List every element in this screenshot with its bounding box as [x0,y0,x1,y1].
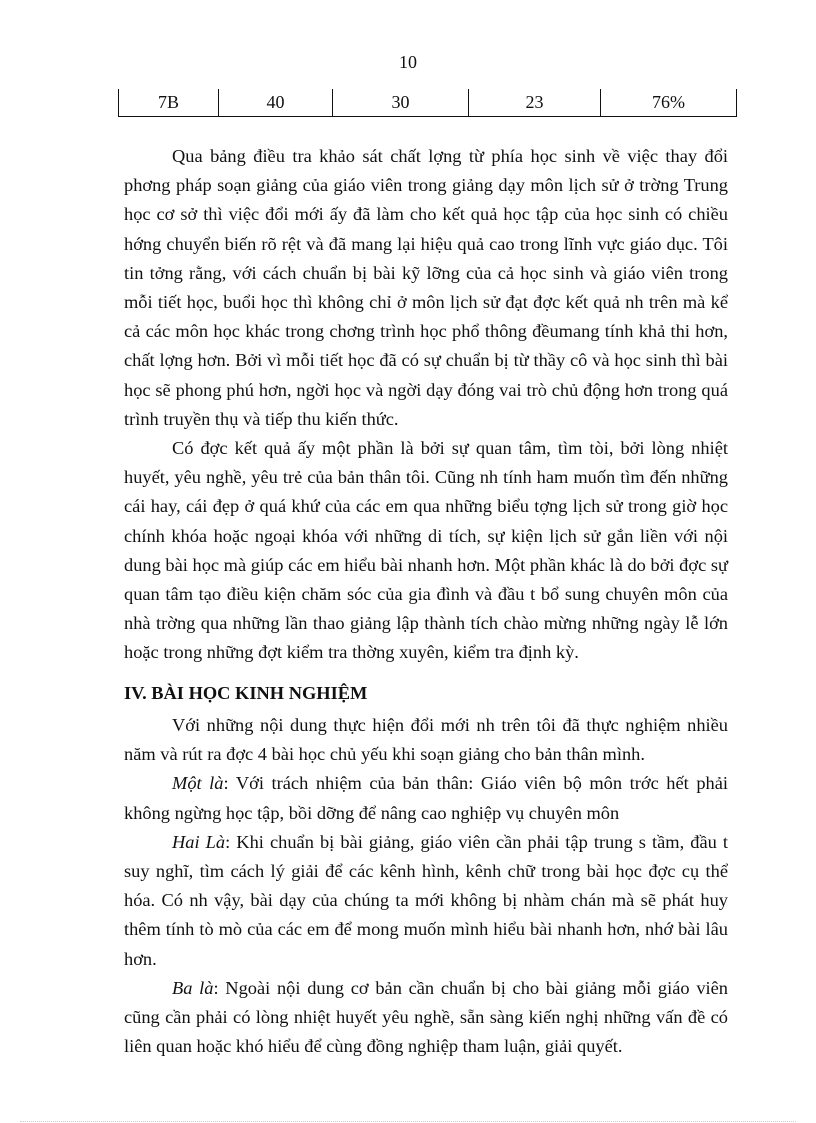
lesson-item [124,769,728,827]
section-heading: IV. BÀI HỌC KINH NGHIỆM [124,683,368,703]
table-cell: 30 [333,89,469,117]
lessons-section [124,711,728,1061]
lesson-lead: Một là [172,773,224,794]
lesson-item [124,974,728,1062]
lesson-lead: Hai Là [172,831,226,852]
table-cell: 40 [219,89,333,117]
lesson-item [124,828,728,974]
lesson-text: : Ngoài nội dung cơ bản cần chuẩn bị cho bài giảng mỗi giáo viên cũng cần phải có lòng nhiệt huyết yêu nghề, sẵn sàng kiến nghị những vấn đề có liên quan hoặc khó hiểu để cùng đồng nghiệp tham luận, giải quyết. [124,977,728,1057]
paragraph: Có đợc kết quả ấy một phần là bởi sự quan tâm, tìm tòi, bởi lòng nhiệt huyết, yêu nghề, yêu trẻ của bản thân tôi. Cũng nh tính ham muốn tìm đến những cái hay, cái đẹp ở quá khứ của các em qua những biểu tợng lịch sử trong giờ học chính khóa hoặc ngoại khóa với những di tích, sự kiện lịch sử gắn liền với nội dung bài học mà giúp các em hiểu bài nhanh hơn. Một phần khác là do bởi đợc sự quan tâm tạo điều kiện chăm sóc của gia đình và đầu t bổ sung chuyên môn của nhà trờng qua những lần thao giảng lập thành tích chào mừng những ngày lễ lớn hoặc trong những đợt kiểm tra thờng xuyên, kiểm tra định kỳ. [124,438,728,663]
lesson-text: : Khi chuẩn bị bài giảng, giáo viên cần phải tập trung s tầm, đầu t suy nghĩ, tìm cách lý giải để các kênh hình, kênh chữ trong bài học đợc cụ thể hóa. Có nh vậy, bài dạy của chúng ta mới không bị nhàm chán mà sẽ phát huy thêm tính tò mò của các em để mong muốn mình hiểu bài nhanh hơn, nhớ bài lâu hơn. [124,831,729,969]
section-intro: Với những nội dung thực hiện đổi mới nh trên tôi đã thực nghiệm nhiều năm và rút ra đợc 4 bài học chủ yếu khi soạn giảng cho bản thân mình. [124,715,728,765]
table-cell: 76% [601,89,737,117]
page-border [20,1121,796,1122]
lesson-text: : Với trách nhiệm của bản thân: Giáo viên bộ môn trớc hết phải không ngừng học tập, bồi dỡng để nâng cao nghiệp vụ chuyên môn [124,773,729,823]
survey-discussion [124,142,728,668]
lesson-lead: Ba là [172,977,214,998]
page-number: 10 [399,52,417,72]
results-table [118,89,737,117]
table-cell: 7B [119,89,219,117]
paragraph: Qua bảng điều tra khảo sát chất lợng từ phía học sinh về việc thay đổi phơng pháp soạn giảng của giáo viên trong giảng dạy môn lịch sử ở trờng Trung học cơ sở thì việc đổi mới ấy đã làm cho kết quả học tập của học sinh có chiều hớng chuyển biến rõ rệt và đã mang lại hiệu quả cao trong lĩnh vực giáo dục. Tôi tin tởng rằng, với cách chuẩn bị bài kỹ lỡng của cả học sinh và giáo viên trong mỗi tiết học, buổi học thì không chỉ ở môn lịch sử đạt đợc kết quả nh trên mà kể cả các môn học khác trong chơng trình học phổ thông đềumang tính khả thi hơn, chất lợng hơn. Bởi vì mỗi tiết học đã có sự chuẩn bị từ thầy cô và học sinh thì bài học sẽ phong phú hơn, ngời học và ngời dạy đóng vai trò chủ động hơn trong quá trình truyền thụ và tiếp thu kiến thức. [124,146,728,429]
table-cell: 23 [469,89,601,117]
table-row [119,89,737,117]
